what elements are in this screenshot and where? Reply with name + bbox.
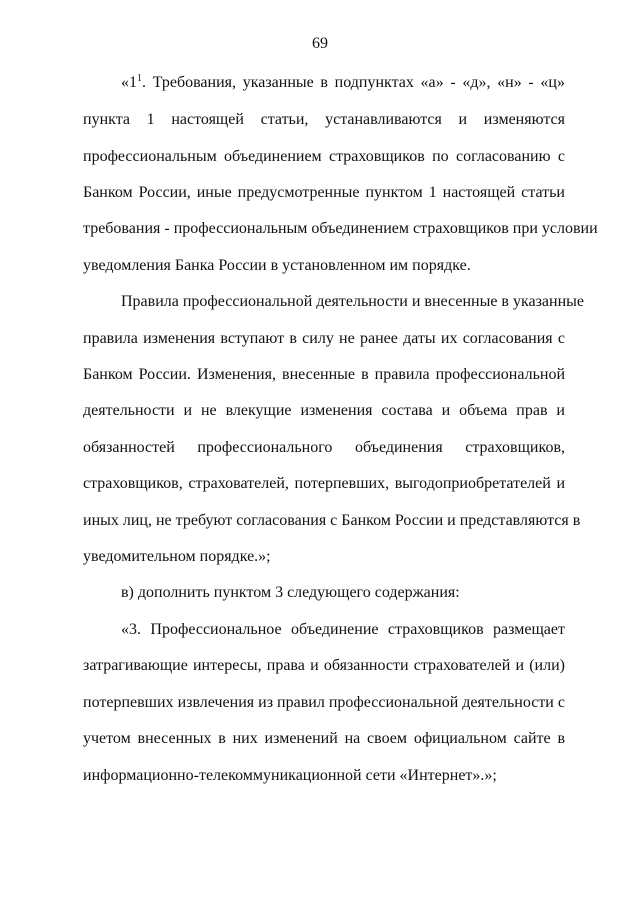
paragraph-1-line-3: профессиональным объединением страховщиков по согласованию с (83, 148, 565, 165)
paragraph-2-line-2: правила изменения вступают в силу не ранее даты их согласования с (83, 330, 565, 347)
paragraph-2-line-3: Банком России. Изменения, внесенные в правила профессиональной (83, 366, 565, 383)
paragraph-2-line-8: уведомительном порядке.»; (83, 548, 271, 565)
paragraph-2-line-6: страховщиков, страхователей, потерпевших, выгодоприобретателей и (83, 475, 565, 492)
paragraph-3-line-1: в) дополнить пунктом 3 следующего содержания: (121, 584, 460, 601)
paragraph-2-line-4: деятельности и не влекущие изменения состава и объема прав и (83, 402, 565, 419)
paragraph-4-line-4: учетом внесенных в них изменений на своем официальном сайте в (83, 730, 565, 747)
paragraph-4-line-2: затрагивающие интересы, права и обязанности страхователей и (или) (83, 657, 565, 674)
paragraph-2-line-7: иных лиц, не требуют согласования с Банком России и представляются в (83, 512, 581, 529)
paragraph-4-line-1: «3. Профессиональное объединение страховщиков размещает (121, 621, 565, 638)
page-number: 69 (312, 35, 328, 52)
paragraph-2-line-1: Правила профессиональной деятельности и внесенные в указанные (121, 293, 584, 310)
paragraph-1-line-5: требования - профессиональным объединением страховщиков при условии (83, 220, 598, 237)
paragraph-4-line-3: потерпевших извлечения из правил профессиональной деятельности с (83, 694, 565, 711)
paragraph-1-superscript: 1 (137, 73, 142, 84)
paragraph-1-line-2: пункта 1 настоящей статьи, устанавливаются и изменяются (83, 111, 565, 128)
paragraph-1-line-6: уведомления Банка России в установленном им порядке. (83, 257, 471, 274)
paragraph-1-line-1-start: «1 (121, 74, 137, 91)
paragraph-1-line-1 (121, 73, 565, 93)
paragraph-1-line-1-rest: . Требования, указанные в подпунктах «а» - «д», «н» - «ц» (142, 74, 565, 91)
paragraph-2-line-5: обязанностей профессионального объединения страховщиков, (83, 439, 565, 456)
paragraph-4-line-5: информационно-телекоммуникационной сети «Интернет».»; (83, 767, 497, 784)
paragraph-1-line-4: Банком России, иные предусмотренные пунктом 1 настоящей статьи (83, 184, 565, 201)
